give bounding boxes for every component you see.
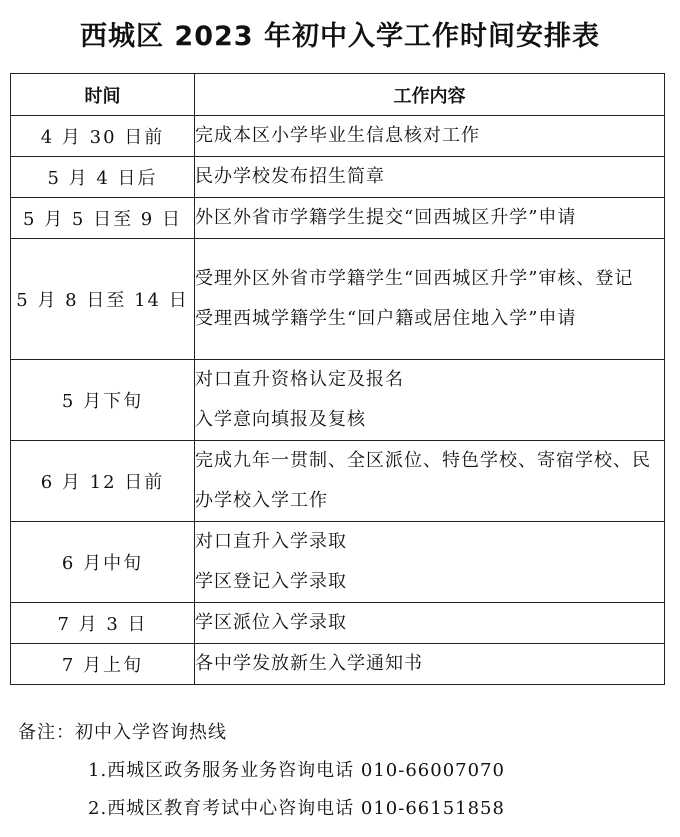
table-row: [11, 239, 665, 360]
row-time: 7 月 3 日: [11, 603, 195, 644]
table-header-row: [11, 74, 665, 116]
row-content: [195, 644, 665, 685]
table-row: [11, 198, 665, 239]
schedule-table: [10, 73, 665, 685]
page-title: 西城区 2023 年初中入学工作时间安排表: [80, 21, 600, 52]
notes-label: 备注：初中入学咨询热线: [18, 722, 227, 743]
content-line: 各中学发放新生入学通知书: [195, 653, 423, 674]
content-line: 受理西城学籍学生“回户籍或居住地入学”申请: [195, 308, 577, 329]
row-content: [195, 360, 665, 441]
row-time: 6 月中旬: [11, 522, 195, 603]
row-time: 5 月下旬: [11, 360, 195, 441]
content-line: 完成本区小学毕业生信息核对工作: [195, 125, 480, 146]
table-row: [11, 522, 665, 603]
content-line: 民办学校发布招生简章: [195, 166, 385, 187]
row-time: 5 月 4 日后: [11, 157, 195, 198]
row-time: 5 月 5 日至 9 日: [11, 198, 195, 239]
table-row: [11, 644, 665, 685]
row-content: [195, 157, 665, 198]
row-time: 4 月 30 日前: [11, 116, 195, 157]
content-line: 外区外省市学籍学生提交“回西城区升学”申请: [195, 207, 577, 228]
content-line: 入学意向填报及复核: [195, 409, 366, 430]
row-time: 6 月 12 日前: [11, 441, 195, 522]
table-row: [11, 157, 665, 198]
header-time: 时间: [11, 74, 195, 116]
row-time: 5 月 8 日至 14 日: [11, 239, 195, 360]
row-content: [195, 441, 665, 522]
content-line: 学区登记入学录取: [195, 571, 347, 592]
hotline-item: 2.西城区教育考试中心咨询电话 010-66151858: [88, 798, 505, 819]
content-line: 受理外区外省市学籍学生“回西城区升学”审核、登记: [195, 268, 634, 289]
table-row: [11, 360, 665, 441]
content-line: 学区派位入学录取: [195, 612, 347, 633]
notes-section: [18, 714, 668, 828]
row-content: [195, 239, 665, 360]
content-line: 完成九年一贯制、全区派位、特色学校、寄宿学校、民办学校入学工作: [195, 450, 651, 511]
row-content: [195, 522, 665, 603]
row-time: 7 月上旬: [11, 644, 195, 685]
table-row: [11, 441, 665, 522]
content-line: 对口直升入学录取: [195, 531, 347, 552]
row-content: [195, 116, 665, 157]
header-content: 工作内容: [195, 74, 665, 116]
table-row: [11, 116, 665, 157]
table-row: [11, 603, 665, 644]
row-content: [195, 198, 665, 239]
row-content: [195, 603, 665, 644]
hotline-item: 1.西城区政务服务业务咨询电话 010-66007070: [88, 760, 505, 781]
content-line: 对口直升资格认定及报名: [195, 369, 404, 390]
